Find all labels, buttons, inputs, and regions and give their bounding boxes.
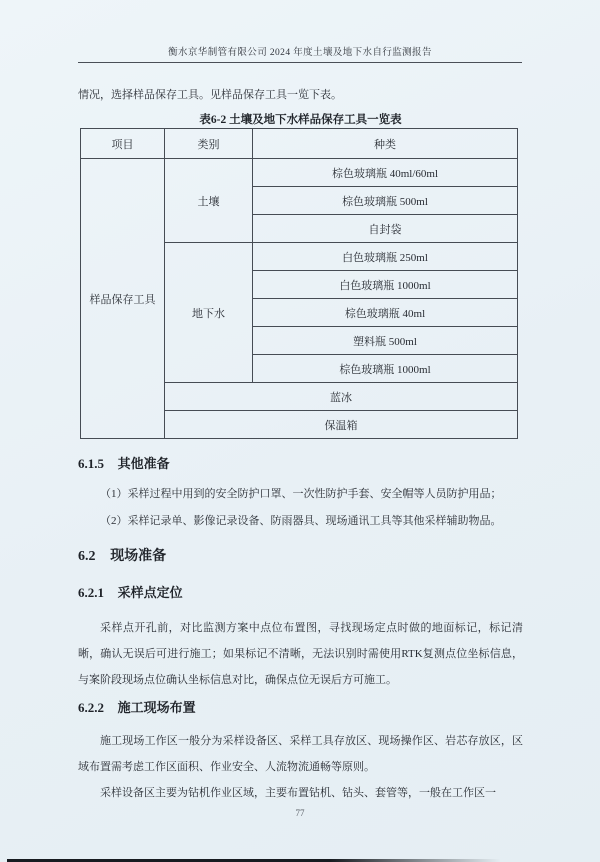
cell-shared: 蓝冰 — [165, 383, 518, 411]
col-header-type: 种类 — [253, 129, 518, 159]
cell-type: 白色玻璃瓶 1000ml — [253, 271, 518, 299]
section-number: 6.2.1 — [78, 585, 104, 600]
list-item: （2）采样记录单、影像记录设备、防雨器具、现场通讯工具等其他采样辅助物品。 — [100, 515, 502, 527]
list-item: （1）采样过程中用到的安全防护口罩、一次性防护手套、安全帽等人员防护用品； — [100, 488, 502, 500]
cell-type: 棕色玻璃瓶 1000ml — [253, 355, 518, 383]
page-number: 77 — [295, 808, 305, 818]
cell-type: 棕色玻璃瓶 500ml — [253, 187, 518, 215]
preparation-items — [78, 481, 523, 535]
section-heading-6-2 — [78, 547, 523, 566]
table-header-row — [81, 129, 518, 159]
col-header-project: 项目 — [81, 129, 165, 159]
section-title: 采样点定位 — [117, 585, 183, 600]
cell-type: 塑料瓶 500ml — [253, 327, 518, 355]
cell-type: 棕色玻璃瓶 40ml — [253, 299, 518, 327]
page-content — [78, 80, 523, 806]
intro-paragraph: 情况，选择样品保存工具。见样品保存工具一览下表。 — [78, 89, 342, 101]
preservation-tools-table — [80, 128, 518, 439]
body-paragraph: 采样设备区主要为钻机作业区域，主要布置钻机、钻头、套管等，一般在工作区一 — [100, 787, 496, 799]
page-header — [78, 44, 522, 63]
section-heading-6-2-1 — [78, 584, 523, 601]
section-heading-6-2-2 — [78, 699, 523, 716]
col-header-category: 类别 — [165, 129, 253, 159]
cell-type: 白色玻璃瓶 250ml — [253, 243, 518, 271]
cell-type: 自封袋 — [253, 215, 518, 243]
section-title: 施工现场布置 — [117, 700, 196, 715]
section-number: 6.1.5 — [78, 456, 104, 471]
section-title: 现场准备 — [110, 549, 167, 564]
section-number: 6.2 — [78, 549, 96, 564]
body-paragraph: 施工现场工作区一般分为采样设备区、采样工具存放区、现场操作区、岩芯存放区，区域布置需考虑工作区面积、作业安全、人流物流通畅等原则。 — [78, 735, 523, 773]
table-title: 表6-2 土壤及地下水样品保存工具一览表 — [199, 114, 402, 126]
cell-project: 样品保存工具 — [81, 159, 165, 439]
cell-type: 棕色玻璃瓶 40ml/60ml — [253, 159, 518, 187]
body-paragraph: 采样点开孔前，对比监测方案中点位布置图，寻找现场定点时做的地面标记，标记清晰，确认无误后可进行施工；如果标记不清晰，无法识别时需使用RTK复测点位坐标信息，与案阶段现场点位确认坐标信息对比，确保点位无误后方可施工。 — [78, 622, 523, 686]
header-title: 衡水京华制管有限公司 2024 年度土壤及地下水自行监测报告 — [168, 48, 432, 58]
section-heading-6-1-5 — [78, 455, 523, 472]
cell-shared: 保温箱 — [165, 411, 518, 439]
cell-category-groundwater: 地下水 — [165, 243, 253, 383]
cell-category-soil: 土壤 — [165, 159, 253, 243]
section-number: 6.2.2 — [78, 700, 104, 715]
table-row — [81, 159, 518, 187]
section-title: 其他准备 — [117, 456, 170, 471]
